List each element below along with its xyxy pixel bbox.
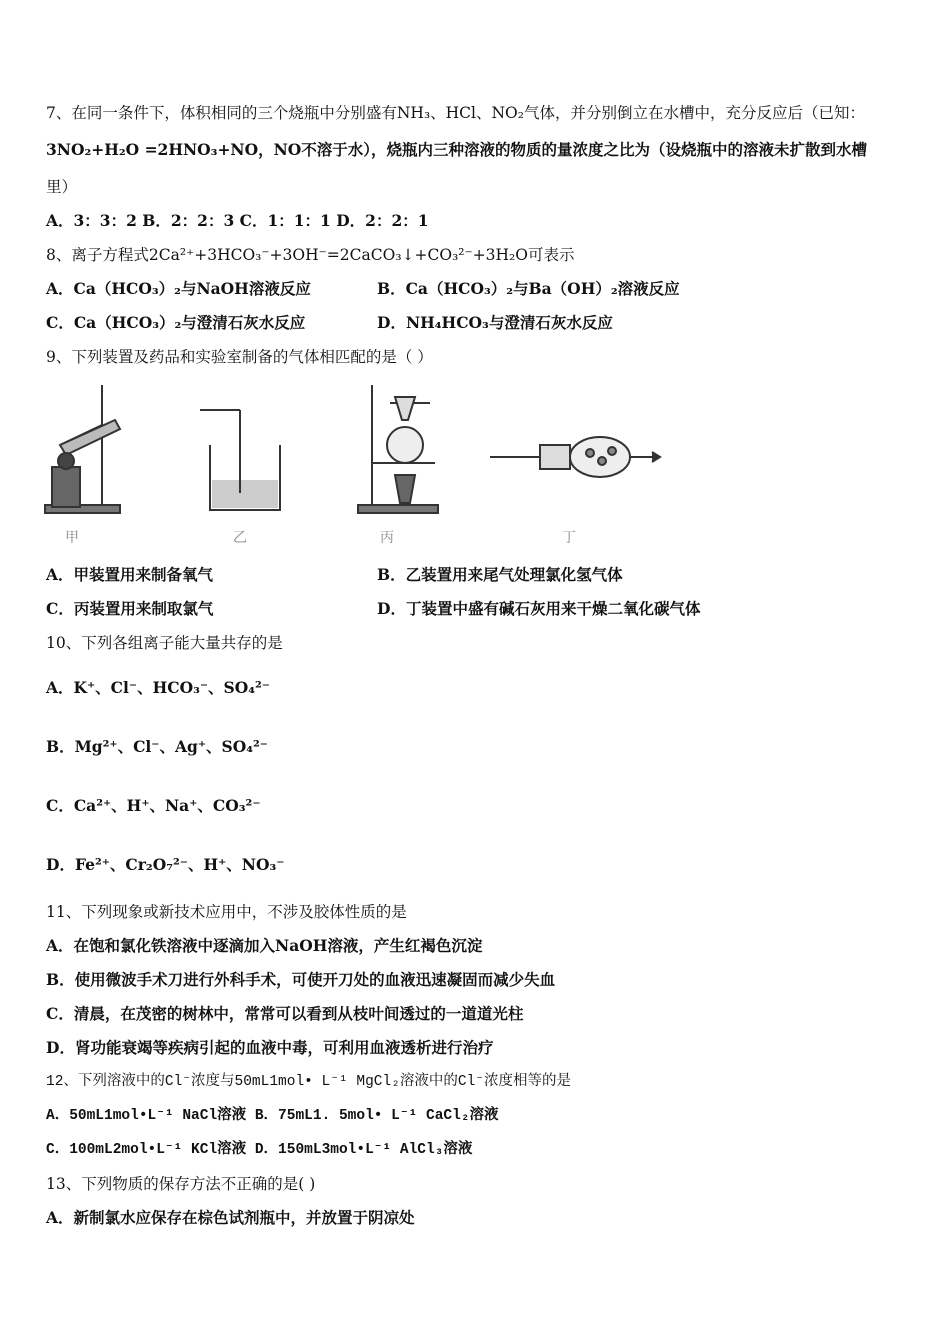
q10-option-b: B．Mg²⁺、Cl⁻、Ag⁺、SO₄²⁻ — [46, 737, 268, 756]
apparatus-figure — [40, 375, 680, 555]
label-jia: 甲 — [65, 530, 79, 546]
q10-option-d: D．Fe²⁺、Cr₂O₇²⁻、H⁺、NO₃⁻ — [46, 855, 285, 874]
q11-option-c: C．清晨，在茂密的树林中，常常可以看到从枝叶间透过的一道道光柱 — [46, 1004, 524, 1023]
apparatus-bing — [358, 385, 438, 513]
q12-stem: 12、下列溶液中的Cl⁻浓度与50mL1mol• L⁻¹ MgCl₂溶液中的Cl⁻浓度相等的是 — [46, 1074, 572, 1090]
q12-options-cd: C．100mL2mol•L⁻¹ KCl溶液 D．150mL3mol•L⁻¹ AlCl₃溶液 — [46, 1142, 473, 1158]
q12-options-ab: A．50mL1mol•L⁻¹ NaCl溶液 B．75mL1. 5mol• L⁻¹ CaCl₂溶液 — [46, 1108, 499, 1124]
q11-option-b: B．使用微波手术刀进行外科手术，可使开刀处的血液迅速凝固而减少失血 — [46, 970, 556, 989]
q7-line1: 7、在同一条件下，体积相同的三个烧瓶中分别盛有NH₃、HCl、NO₂气体，并分别倒立在水槽中，充分反应后（已知： — [46, 104, 865, 122]
q10-option-c: C．Ca²⁺、H⁺、Na⁺、CO₃²⁻ — [46, 796, 261, 815]
q11-stem: 11、下列现象或新技术应用中，不涉及胶体性质的是 — [46, 903, 407, 921]
q9-stem: 9、下列装置及药品和实验室制备的气体相匹配的是（ ） — [46, 348, 433, 366]
q10-option-a: A．K⁺、Cl⁻、HCO₃⁻、SO₄²⁻ — [46, 678, 270, 697]
label-bing: 丙 — [380, 530, 394, 546]
q10-stem: 10、下列各组离子能大量共存的是 — [46, 634, 283, 652]
q13-stem: 13、下列物质的保存方法不正确的是( ) — [46, 1175, 316, 1193]
apparatus-ding — [490, 437, 660, 477]
q9-option-b: B．乙装置用来尾气处理氯化氢气体 — [377, 565, 623, 584]
q9-option-c: C．丙装置用来制取氯气 — [46, 599, 214, 618]
q8-option-b: B．Ca（HCO₃）₂与Ba（OH）₂溶液反应 — [377, 279, 680, 298]
apparatus-yi — [200, 410, 280, 510]
q7-options: A．3：3：2 B．2：2：3 C．1：1：1 D．2：2：1 — [46, 211, 429, 230]
q11-option-d: D．肾功能衰竭等疾病引起的血液中毒，可利用血液透析进行治疗 — [46, 1038, 494, 1057]
apparatus-drawing — [40, 375, 680, 555]
q8-option-c: C．Ca（HCO₃）₂与澄清石灰水反应 — [46, 313, 306, 332]
q13-option-a: A．新制氯水应保存在棕色试剂瓶中，并放置于阴凉处 — [46, 1208, 415, 1227]
q9-option-d: D．丁装置中盛有碱石灰用来干燥二氧化碳气体 — [377, 599, 701, 618]
q9-option-a: A．甲装置用来制备氧气 — [46, 565, 214, 584]
apparatus-jia — [45, 385, 120, 513]
q8-stem: 8、离子方程式2Ca²⁺+3HCO₃⁻+3OH⁻=2CaCO₃↓+CO₃²⁻+3H₂O可表示 — [46, 246, 575, 264]
q11-option-a: A．在饱和氯化铁溶液中逐滴加入NaOH溶液，产生红褐色沉淀 — [46, 936, 483, 955]
q8-option-a: A．Ca（HCO₃）₂与NaOH溶液反应 — [46, 279, 311, 298]
label-ding: 丁 — [562, 530, 576, 546]
label-yi: 乙 — [233, 530, 247, 546]
q7-line3: 里） — [46, 178, 78, 196]
q8-option-d: D．NH₄HCO₃与澄清石灰水反应 — [377, 313, 613, 332]
q7-line2: 3NO₂+H₂O =2HNO₃+NO，NO不溶于水），烧瓶内三种溶液的物质的量浓度之比为（设烧瓶中的溶液未扩散到水槽 — [46, 140, 868, 159]
